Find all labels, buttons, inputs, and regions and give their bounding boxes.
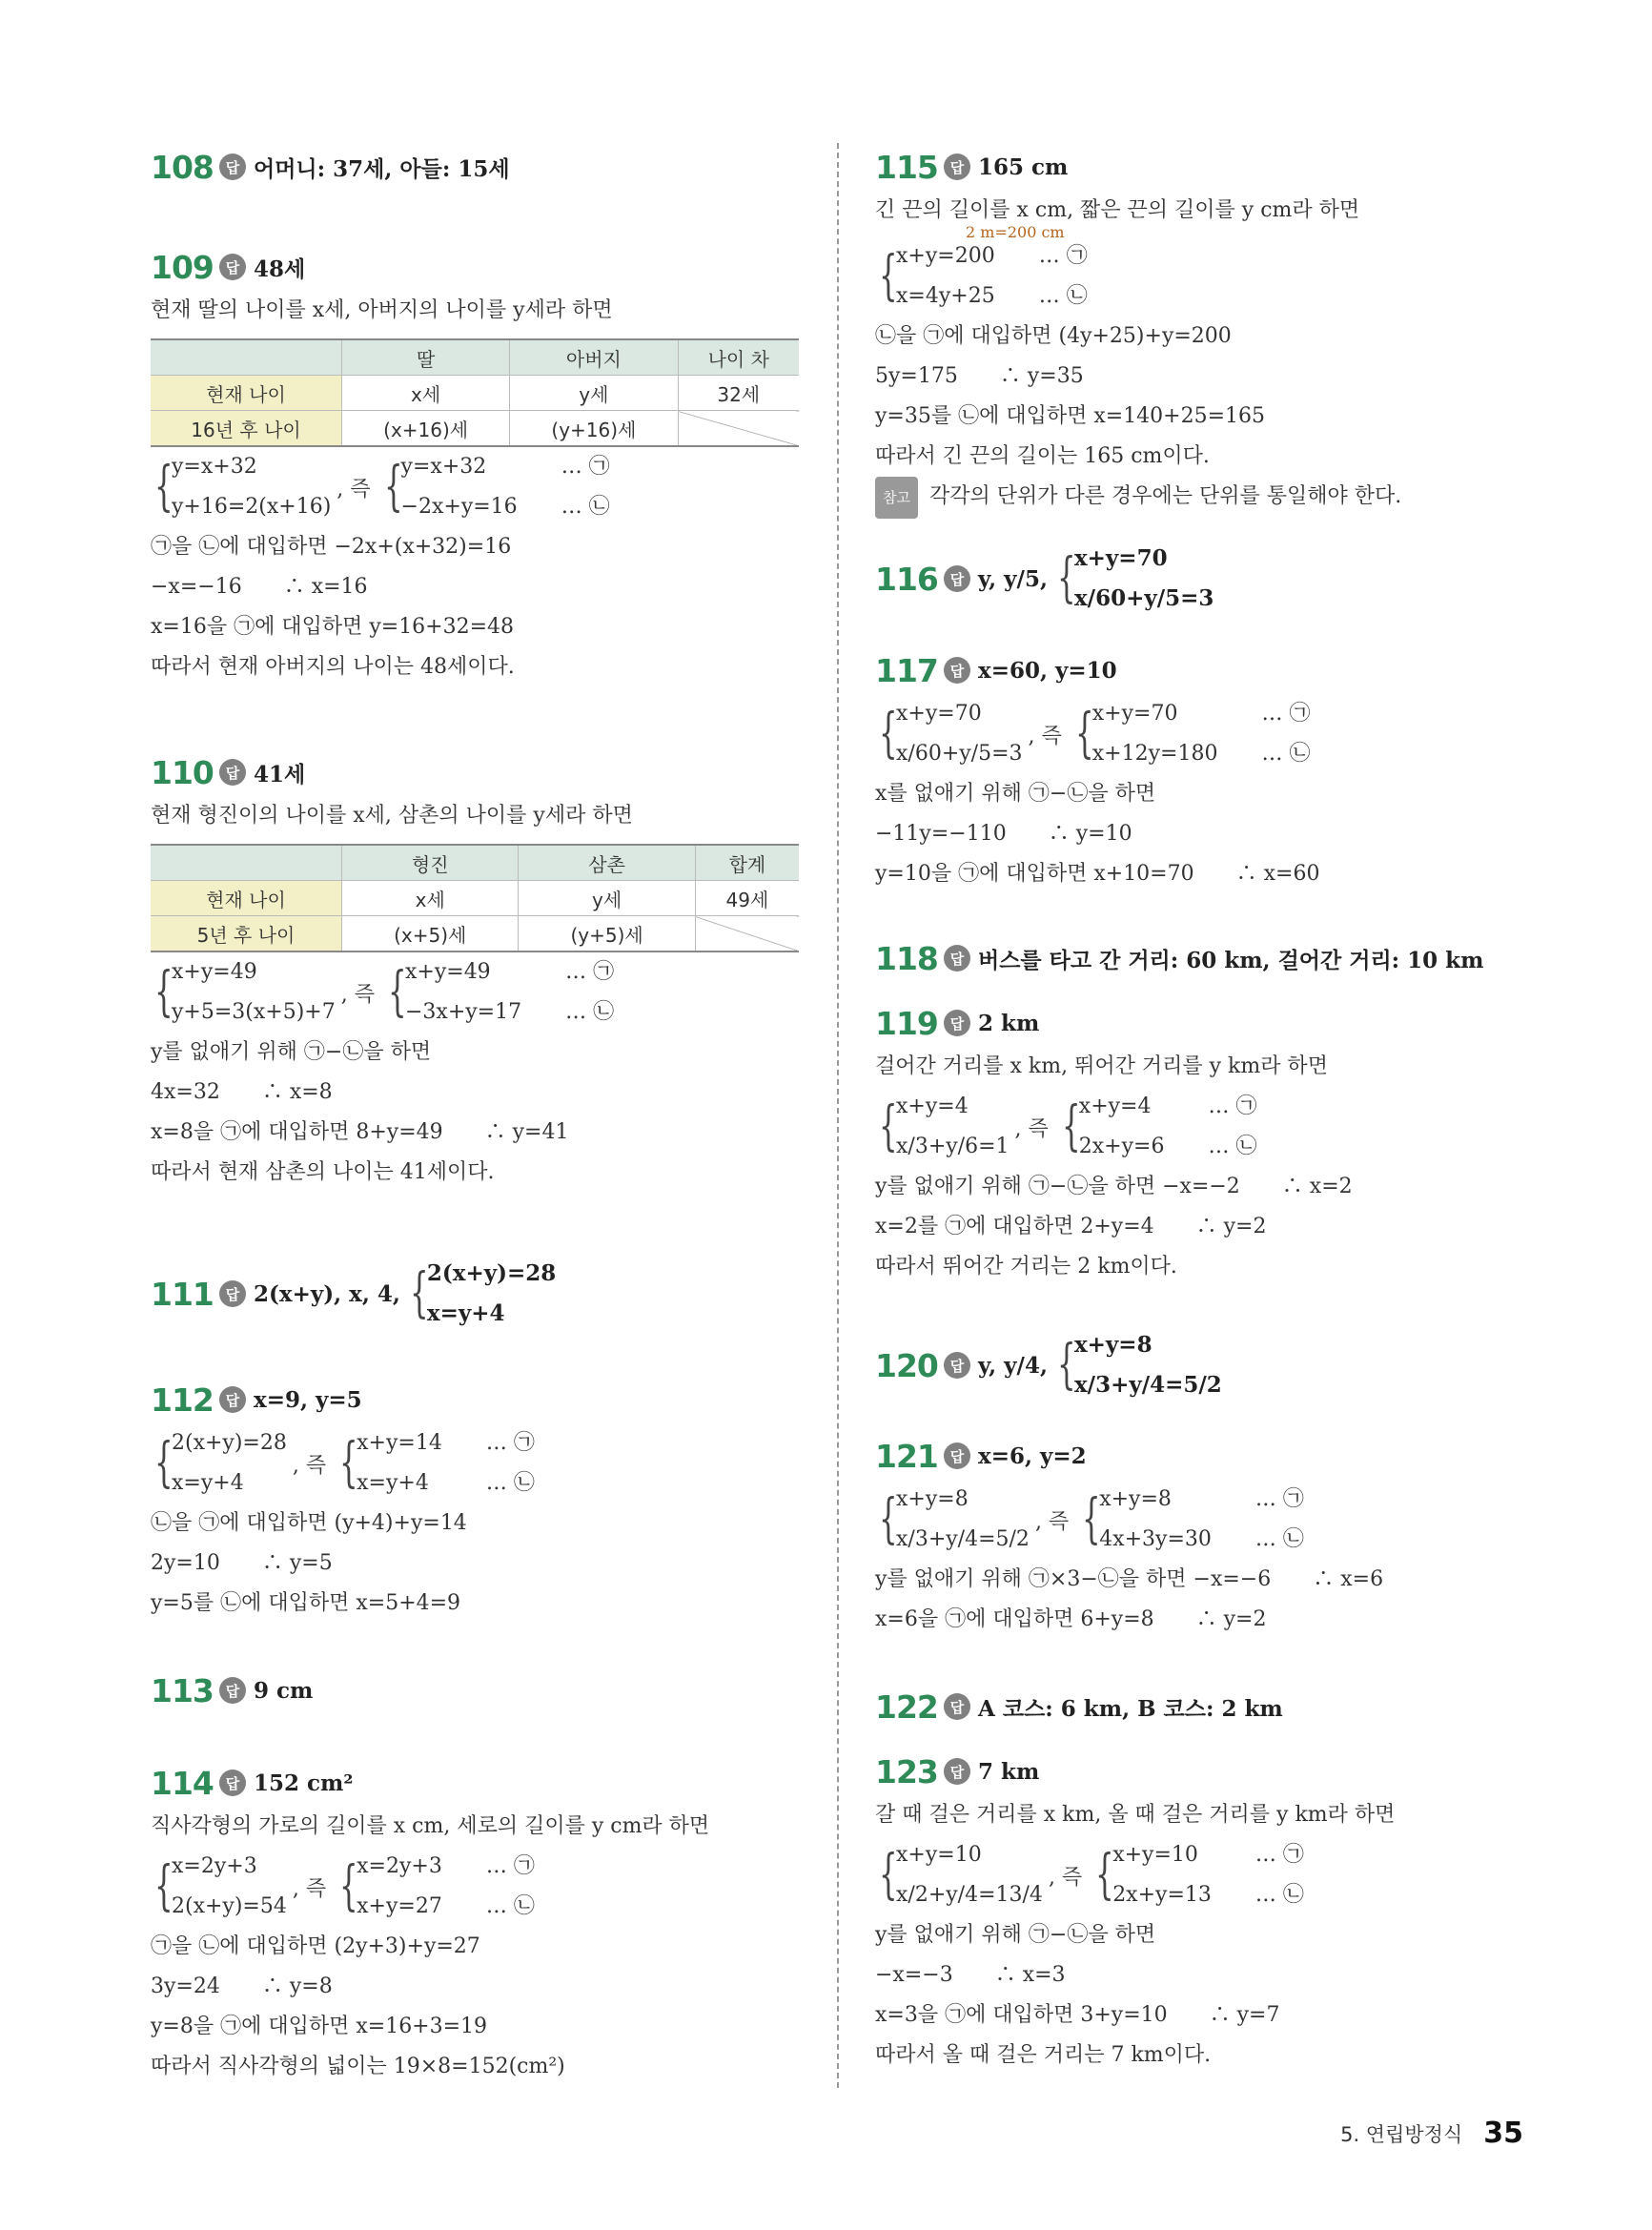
table-cell: y세 — [510, 376, 678, 411]
equation: x+y=8 — [1099, 1487, 1172, 1511]
intro-text: 현재 형진이의 나이를 x세, 삼촌의 나이를 y세라 하면 — [151, 804, 633, 828]
equation: x+y=10 — [1112, 1843, 1198, 1867]
answer-badge: 답 — [219, 1280, 246, 1307]
table-cell: 49세 — [695, 881, 799, 916]
solution-line: 2y=10 ∴ y=5 — [151, 1551, 333, 1575]
answer-badge: 답 — [944, 153, 970, 180]
answer-text: 41세 — [254, 761, 306, 788]
problem-number: 117 — [875, 651, 938, 689]
solution-line: y=10을 ㉠에 대입하면 x+10=70 ∴ x=60 — [875, 862, 1320, 886]
answer-text: x=9, y=5 — [254, 1386, 362, 1413]
solution-line: −x=−16 ∴ x=16 — [151, 575, 368, 599]
answer-text: 7 km — [978, 1758, 1040, 1785]
equation: x=y+4 — [172, 1471, 244, 1495]
equation-mark: … ㉡ — [1254, 1883, 1304, 1907]
problem-114 — [151, 1759, 799, 2087]
equation-system: { x=2y+3 2(x+y)=54 , 즉 { x=2y+3 x+y=27 … ㉠ … ㉡ — [151, 1847, 799, 1927]
equation-system: { x+y=49 y+5=3(x+5)+7 , 즉 { x+y=49 −3x+y=17 … ㉠ … ㉡ — [151, 952, 799, 1033]
equation: −2x+y=16 — [400, 495, 518, 519]
answer-badge: 답 — [944, 1352, 970, 1379]
answer-text: x=6, y=2 — [978, 1442, 1087, 1469]
problem-number: 112 — [151, 1381, 214, 1419]
intro-text: 직사각형의 가로의 길이를 x cm, 세로의 길이를 y cm라 하면 — [151, 1814, 710, 1838]
solution-line: ㉡을 ㉠에 대입하면 (4y+25)+y=200 — [875, 324, 1232, 348]
table-header-cell: 삼촌 — [519, 845, 695, 881]
solution-line: 4x=32 ∴ x=8 — [151, 1080, 333, 1104]
equation-mark: … ㉠ — [565, 960, 615, 984]
intro-text: 긴 끈의 길이를 x cm, 짧은 끈의 길이를 y cm라 하면 — [875, 198, 1360, 222]
solution-line: y를 없애기 위해 ㉠−㉡을 하면 — [151, 1040, 432, 1064]
answer-row: 111 답 2(x+y), x, 4, { 2(x+y)=28 x=y+4 — [151, 1254, 799, 1334]
table-cell: y세 — [519, 881, 695, 916]
solution-line: 5y=175 ∴ y=35 — [875, 364, 1084, 388]
table-cell: (y+16)세 — [510, 411, 678, 447]
solution-line: x=16을 ㉠에 대입하면 y=16+32=48 — [151, 615, 515, 639]
problem-number: 109 — [151, 248, 214, 286]
solution-line: y=35를 ㉡에 대입하면 x=140+25=165 — [875, 404, 1266, 428]
equation-mark: … ㉡ — [485, 1894, 535, 1918]
solution-line: −11y=−110 ∴ y=10 — [875, 822, 1132, 846]
answer-badge: 답 — [219, 1386, 246, 1413]
solution-line: 따라서 직사각형의 넓이는 19×8=152(cm²) — [151, 2055, 565, 2078]
problem-number: 116 — [875, 560, 938, 598]
column-divider — [837, 143, 839, 2088]
problem-111 — [151, 1254, 799, 1334]
equation: x+y=70 — [1073, 545, 1168, 571]
table-header-cell: 합계 — [695, 845, 799, 881]
answer-badge: 답 — [944, 1010, 970, 1036]
answer-text: 48세 — [254, 256, 306, 282]
equation-mark: … ㉠ — [1208, 1095, 1257, 1118]
separator-text: , 즉 — [1028, 724, 1062, 748]
equation-system: { x+y=200 x=4y+25 … ㉠ … ㉡ — [875, 236, 1523, 317]
table-header-cell — [151, 339, 342, 376]
equation: x=y+4 — [426, 1300, 505, 1326]
equation-system: { x+y=70 x/60+y/5=3 , 즉 { x+y=70 x+12y=180 … ㉠ … ㉡ — [875, 694, 1523, 774]
equation: x+y=49 — [172, 960, 257, 984]
solution-line: x=8을 ㉠에 대입하면 8+y=49 ∴ y=41 — [151, 1120, 569, 1144]
equation: x=2y+3 — [357, 1854, 442, 1878]
equation: y+16=2(x+16) — [172, 495, 332, 519]
answer-badge: 답 — [944, 565, 970, 592]
answer-text: 버스를 타고 간 거리: 60 km, 걸어간 거리: 10 km — [978, 947, 1484, 973]
equation: x+y=70 — [896, 702, 982, 726]
equation: x+y=200 — [896, 244, 995, 268]
equation: x+y=10 — [896, 1843, 982, 1867]
problem-number: 118 — [875, 939, 938, 977]
answer-text: x=60, y=10 — [978, 657, 1117, 684]
solution-line: −x=−3 ∴ x=3 — [875, 1963, 1066, 1987]
answer-text: A 코스: 6 km, B 코스: 2 km — [978, 1695, 1283, 1722]
equation-mark: … ㉡ — [1038, 284, 1088, 308]
table-row-header: 현재 나이 — [151, 881, 342, 916]
table-cell: (y+5)세 — [519, 916, 695, 952]
answer-text: 2 km — [978, 1010, 1040, 1036]
solution-line: x를 없애기 위해 ㉠−㉡을 하면 — [875, 782, 1156, 806]
table-row-header: 5년 후 나이 — [151, 916, 342, 952]
intro-text: 현재 딸의 나이를 x세, 아버지의 나이를 y세라 하면 — [151, 298, 613, 322]
equation: y+5=3(x+5)+7 — [172, 1000, 336, 1024]
problem-110 — [151, 748, 799, 1193]
solution-line: y를 없애기 위해 ㉠×3−㉡을 하면 −x=−6 ∴ x=6 — [875, 1567, 1384, 1591]
answer-text: y, y/5, — [978, 565, 1048, 592]
equation-mark: … ㉠ — [561, 455, 610, 479]
solution-line: 따라서 뛰어간 거리는 2 km이다. — [875, 1255, 1177, 1279]
table-cell: x세 — [342, 376, 510, 411]
solution-line: y=8을 ㉠에 대입하면 x=16+3=19 — [151, 2015, 488, 2038]
answer-badge: 답 — [944, 657, 970, 684]
equation-mark: … ㉠ — [485, 1854, 535, 1878]
diagonal-cell — [678, 411, 799, 447]
answer-badge: 답 — [219, 1770, 246, 1796]
equation: x=2y+3 — [172, 1854, 257, 1878]
equation: y=x+32 — [172, 455, 257, 479]
problem-number: 114 — [151, 1764, 214, 1802]
solution-line: x=3을 ㉠에 대입하면 3+y=10 ∴ y=7 — [875, 2003, 1280, 2027]
solution-line: ㉠을 ㉡에 대입하면 −2x+(x+32)=16 — [151, 535, 512, 559]
table-header-cell: 나이 차 — [678, 339, 799, 376]
equation-mark: … ㉠ — [1254, 1843, 1304, 1867]
solution-line: 따라서 올 때 걸은 거리는 7 km이다. — [875, 2043, 1212, 2067]
equation-mark: … ㉡ — [1208, 1135, 1257, 1158]
equation: x=y+4 — [357, 1471, 429, 1495]
equation-mark: … ㉡ — [1254, 1527, 1304, 1551]
table-cell: 32세 — [678, 376, 799, 411]
note-line — [875, 477, 1523, 517]
equation: x+y=14 — [357, 1431, 442, 1455]
answer-badge: 답 — [219, 153, 246, 180]
answer-text: 9 cm — [254, 1677, 314, 1704]
age-table — [151, 844, 799, 952]
answer-badge: 답 — [944, 945, 970, 972]
answer-row: 116 답 y, y/5, { x+y=70 x/60+y/5=3 — [875, 539, 1523, 619]
intro-text: 갈 때 걸은 거리를 x km, 올 때 걸은 거리를 y km라 하면 — [875, 1803, 1396, 1827]
table-row-header: 16년 후 나이 — [151, 411, 342, 447]
equation: x+y=4 — [1078, 1095, 1152, 1118]
note-tag: 참고 — [875, 477, 918, 519]
separator-text: , 즉 — [1048, 1865, 1083, 1890]
page-footer — [1340, 2117, 1523, 2150]
equation: 4x+3y=30 — [1099, 1527, 1212, 1551]
answer-badge: 답 — [944, 1693, 970, 1720]
equation: x/3+y/4=5/2 — [1073, 1372, 1222, 1398]
answer-text: 165 cm — [978, 153, 1069, 180]
problem-number: 121 — [875, 1437, 938, 1475]
problem-112 — [151, 1376, 799, 1624]
problem-120 — [875, 1325, 1523, 1405]
separator-text: , 즉 — [340, 982, 375, 1007]
solution-line: ㉡을 ㉠에 대입하면 (y+4)+y=14 — [151, 1511, 467, 1535]
table-cell: (x+16)세 — [342, 411, 510, 447]
page-number: 35 — [1483, 2117, 1523, 2150]
equation: x+y=8 — [1073, 1332, 1152, 1358]
solution-line: 따라서 긴 끈의 길이는 165 cm이다. — [875, 444, 1210, 468]
problem-108 — [151, 143, 799, 191]
separator-text: , 즉 — [292, 1876, 327, 1901]
equation: −3x+y=17 — [404, 1000, 522, 1024]
solution-line: 따라서 현재 삼촌의 나이는 41세이다. — [151, 1160, 495, 1184]
answer-text: 2(x+y), x, 4, — [254, 1280, 400, 1307]
equation: x+12y=180 — [1091, 742, 1218, 766]
problem-118 — [875, 934, 1523, 982]
equation-system: { 2(x+y)=28 x=y+4 , 즉 { x+y=14 x=y+4 … ㉠ … ㉡ — [151, 1423, 799, 1504]
equation-mark: … ㉡ — [485, 1471, 535, 1495]
equation: x/60+y/5=3 — [896, 742, 1023, 766]
answer-badge: 답 — [219, 1677, 246, 1704]
table-cell: (x+5)세 — [342, 916, 519, 952]
equation: x/3+y/6=1 — [896, 1135, 1010, 1158]
separator-text: , 즉 — [1034, 1509, 1070, 1534]
equation: x/3+y/4=5/2 — [896, 1527, 1030, 1551]
answer-row: 120 답 y, y/4, { x+y=8 x/3+y/4=5/2 — [875, 1325, 1523, 1405]
equation-mark: … ㉠ — [1038, 244, 1088, 268]
equation: y=x+32 — [400, 455, 487, 479]
solution-line: x=2를 ㉠에 대입하면 2+y=4 ∴ y=2 — [875, 1215, 1267, 1238]
problem-122 — [875, 1683, 1523, 1730]
answer-badge: 답 — [219, 254, 246, 280]
chapter-title: 5. 연립방정식 — [1340, 2122, 1463, 2146]
equation-system: { y=x+32 y+16=2(x+16) , 즉 { y=x+32 −2x+y=16 … ㉠ … ㉡ — [151, 447, 799, 527]
problem-117 — [875, 646, 1523, 894]
table-header-cell: 아버지 — [510, 339, 678, 376]
problem-number: 110 — [151, 753, 214, 791]
equation: x=4y+25 — [896, 284, 995, 308]
answer-text: 어머니: 37세, 아들: 15세 — [254, 155, 510, 182]
age-table — [151, 338, 799, 447]
equation: x+y=4 — [896, 1095, 969, 1118]
table-header-cell — [151, 845, 342, 881]
equation: x+y=49 — [404, 960, 491, 984]
problem-number: 113 — [151, 1671, 214, 1709]
solution-line: 3y=24 ∴ y=8 — [151, 1974, 333, 1998]
equation-mark: … ㉠ — [1261, 702, 1311, 726]
problem-number: 108 — [151, 148, 214, 186]
problem-123 — [875, 1748, 1523, 2076]
equation-mark: … ㉠ — [485, 1431, 535, 1455]
diagonal-cell — [695, 916, 799, 952]
equation: 2x+y=13 — [1112, 1883, 1212, 1907]
answer-badge: 답 — [944, 1442, 970, 1469]
separator-text: , 즉 — [1014, 1116, 1049, 1141]
problem-113 — [151, 1667, 799, 1714]
table-row-header: 현재 나이 — [151, 376, 342, 411]
problem-number: 122 — [875, 1688, 938, 1726]
problem-number: 115 — [875, 148, 938, 186]
unit-annotation: 2 m=200 cm — [966, 223, 1065, 241]
problem-116 — [875, 539, 1523, 619]
table-header-cell: 형진 — [342, 845, 519, 881]
problem-119 — [875, 999, 1523, 1287]
problem-115 — [875, 143, 1523, 517]
solution-line: y를 없애기 위해 ㉠−㉡을 하면 −x=−2 ∴ x=2 — [875, 1175, 1353, 1198]
problem-number: 120 — [875, 1346, 938, 1384]
table-header-cell: 딸 — [342, 339, 510, 376]
answer-badge: 답 — [219, 759, 246, 786]
equation: 2(x+y)=28 — [426, 1260, 557, 1286]
table-cell: x세 — [342, 881, 519, 916]
equation: 2(x+y)=28 — [172, 1431, 287, 1455]
equation-mark: … ㉡ — [1261, 742, 1311, 766]
solution-line: 따라서 현재 아버지의 나이는 48세이다. — [151, 655, 515, 679]
equation: x+y=70 — [1091, 702, 1178, 726]
equation: x/2+y/4=13/4 — [896, 1883, 1043, 1907]
equation: 2x+y=6 — [1078, 1135, 1165, 1158]
solution-line: y를 없애기 위해 ㉠−㉡을 하면 — [875, 1923, 1156, 1947]
equation-mark: … ㉡ — [565, 1000, 615, 1024]
intro-text: 걸어간 거리를 x km, 뛰어간 거리를 y km라 하면 — [875, 1054, 1328, 1078]
equation-system: { x+y=10 x/2+y/4=13/4 , 즉 { x+y=10 2x+y=13 … ㉠ … ㉡ — [875, 1835, 1523, 1915]
equation: x/60+y/5=3 — [1073, 585, 1214, 611]
problem-number: 111 — [151, 1275, 214, 1313]
equation: x+y=8 — [896, 1487, 969, 1511]
solution-line: ㉠을 ㉡에 대입하면 (2y+3)+y=27 — [151, 1934, 480, 1958]
separator-text: , 즉 — [292, 1453, 327, 1478]
equation-mark: … ㉠ — [1254, 1487, 1304, 1511]
answer-text: y, y/4, — [978, 1352, 1048, 1379]
equation: 2(x+y)=54 — [172, 1894, 287, 1918]
answer-text: 152 cm² — [254, 1770, 354, 1796]
solution-line: y=5를 ㉡에 대입하면 x=5+4=9 — [151, 1591, 461, 1615]
answer-badge: 답 — [944, 1758, 970, 1785]
separator-text: , 즉 — [337, 477, 371, 501]
problem-number: 123 — [875, 1752, 938, 1790]
problem-109 — [151, 243, 799, 687]
note-text: 각각의 단위가 다른 경우에는 단위를 통일해야 한다. — [928, 484, 1402, 508]
equation-system: { x+y=8 x/3+y/4=5/2 , 즉 { x+y=8 4x+3y=30 … ㉠ … ㉡ — [875, 1480, 1523, 1560]
problem-121 — [875, 1432, 1523, 1640]
equation: x+y=27 — [357, 1894, 442, 1918]
solution-line: x=6을 ㉠에 대입하면 6+y=8 ∴ y=2 — [875, 1607, 1267, 1631]
problem-number: 119 — [875, 1004, 938, 1042]
equation-system: { x+y=4 x/3+y/6=1 , 즉 { x+y=4 2x+y=6 … ㉠ … ㉡ — [875, 1087, 1523, 1167]
equation-mark: … ㉡ — [561, 495, 610, 519]
